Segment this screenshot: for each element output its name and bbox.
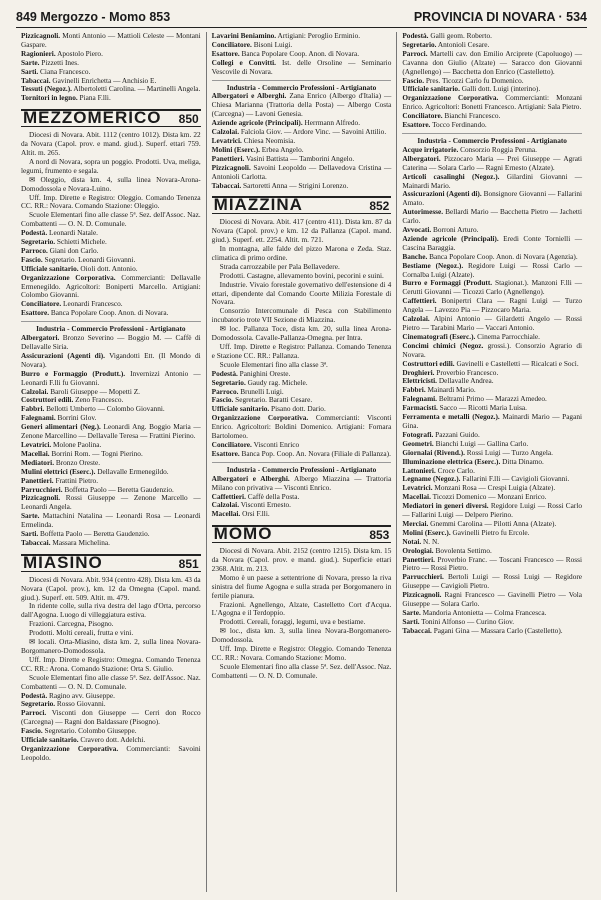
list-item: Calzolai. Baroli Giuseppe — Mopetti Z.: [21, 386, 140, 396]
list-item: Sarte. Pizzetti Ines.: [21, 57, 79, 67]
list-item: Aziende agricole (Principali). Eredi Conte Tornielli — Cascina Baraggia.: [402, 233, 583, 252]
list-item: Falegnami. Beltrami Primo — Marazzi Amedeo.: [402, 394, 547, 404]
list-item: Tabaccai. Gavinelli Enrichetta — Anchisio E.: [21, 75, 157, 85]
list-item: Parroci. Visconti don Giuseppe — Cerri don Rocco (Carcegna) — Ragni don Baldassare (Pisogno).: [21, 708, 201, 727]
page-header: [16, 8, 587, 28]
entry-category: Parroco.: [211, 386, 239, 396]
entry-category: Burro e Formaggio (Produtt.).: [21, 368, 126, 378]
entry-category: Lavarini Beniamino.: [211, 32, 277, 40]
entry-category: Pizzicagnoli.: [211, 162, 251, 172]
list-item: Assicurazioni (Agenti di). Vigandotti Ett. (Il Mondo di Novara).: [21, 350, 201, 369]
town-heading-miasino: [21, 554, 201, 572]
town-name: MIASINO: [23, 552, 103, 572]
postal-text: locali. Orta-Miasino, dista km. 2, sulla linea Novara-Borgomanero-Domodossola.: [21, 637, 201, 655]
list-item: Tornitori in legno. Piana F.lli.: [21, 93, 111, 103]
entry-category: Concimi chimici (Negoz.: [402, 340, 484, 350]
list-item: Autorimesse. Bellardi Mario — Bacchetta Pietro — Jachetti Carlo.: [402, 207, 583, 226]
entry-category: Sarte.: [21, 57, 40, 67]
list-item: Ragionieri. Apostolo Piero.: [21, 48, 103, 58]
town-entries: [212, 370, 392, 459]
list-item: Podestà. Panighini Oreste.: [211, 368, 291, 378]
entry-category: Mediatori.: [21, 457, 55, 467]
list-item: Parrucchieri. Bertoli Luigi — Rossi Luigi — Regidore Giuseppe — Cavigioli Pietro.: [402, 572, 583, 591]
town-name: MOMO: [213, 524, 273, 544]
entry-category: Legname (Negoz.).: [402, 474, 461, 484]
list-item: Aziende agricole (Principali). Herrmann Alfredo.: [211, 118, 361, 128]
list-item: Calzolai. Alpini Antonio — Gilardetti Angelo — Rossi Pietro — Tarabini Mario — Vaccari Antonio.: [402, 314, 583, 332]
list-item: Elettricisti. Dellavalle Andrea.: [402, 376, 494, 386]
list-item: Tabaccai. Sartoretti Anna — Strigini Lorenzo.: [211, 180, 349, 190]
entry-category: Albergatori.: [21, 333, 60, 343]
list-item: Podestà. Ragino avv. Giuseppe.: [21, 690, 115, 700]
entry-category: Merciai.: [402, 518, 429, 528]
postal-icon: ✉: [29, 174, 41, 184]
section-heading: Industria - Commercio Professioni - Artigianato: [226, 82, 377, 92]
entry-category: Bestiame (Negoz.).: [402, 260, 464, 270]
town-name: MEZZOMERICO: [23, 108, 162, 128]
list-item: Sarte. Mandoria Antonietta — Colma Francesca.: [402, 608, 547, 617]
entry-category: Macellai.: [402, 492, 431, 502]
entry-category: Fotografi.: [402, 429, 434, 439]
column-3: [396, 32, 587, 892]
entry-category: Levatrici.: [402, 483, 433, 493]
list-item: Pizzicagnoli. Monti Antonio — Mattioli Celeste — Montani Gaspare.: [21, 32, 201, 49]
list-item: Segretario. Gaudy rag. Michele.: [211, 377, 308, 387]
entry-category: Pizzicagnoli.: [21, 32, 61, 40]
town-heading-momo: [212, 525, 392, 543]
list-item: Albergatori. Bronzo Severino — Boggio M. — Caffè di Dellavalle Siria.: [21, 333, 201, 351]
list-item: Esattore. Banca Popolare Coop. Anon. di Novara.: [211, 48, 360, 58]
town-school: Scuole Elementari fino alle classe 5ª. Sez. dell'Assoc. Naz. Combattenti — O. N. D. Comunale.: [21, 672, 201, 691]
list-item: Panettieri. Vasini Battista — Tamborini Angelo.: [211, 153, 355, 163]
entry-category: Segretario.: [21, 237, 56, 247]
list-item: Fascio. Segretario. Colombo Giuseppe.: [21, 726, 137, 736]
entry-category: Macellai.: [211, 509, 241, 519]
list-item: Molini (Eserc.). Gavinelli Pietro fu Ercole.: [402, 527, 530, 537]
entry-category: Esattore.: [211, 448, 240, 458]
column-1: [16, 32, 206, 892]
entry-category: Panettieri.: [402, 554, 435, 564]
town-fractions: Frazioni. Agnellengo, Alzate, Castelletto Cort d'Acqua. L'Agogna e il Terdoppio.: [211, 599, 392, 618]
list-item: Macellai. Orsi F.lli.: [211, 509, 270, 519]
entry-category: Podestà.: [211, 368, 238, 378]
entry-category: Falegnami.: [402, 394, 438, 404]
entry-category: Assicurazioni (Agenti di).: [21, 350, 106, 360]
list-item: Ufficiale sanitario. Oioli dott. Antonio.: [21, 263, 138, 273]
entry-category: Podestà.: [402, 32, 429, 40]
list-item: Cinematografi (Eserc.). Cinema Parrocchiale.: [402, 331, 540, 341]
entry-category: Geometri.: [402, 438, 434, 448]
entry-category: Farmacisti.: [402, 403, 438, 413]
list-item: Calzolai. Visconti Ernesto.: [211, 500, 291, 510]
list-item: Lattonieri. Croce Carlo.: [402, 465, 475, 475]
town-name: MIAZZINA: [213, 195, 303, 215]
town-number: 852: [369, 199, 390, 214]
list-item: Falegnami. Borrini Glov.: [21, 413, 97, 423]
town-number: 853: [369, 528, 390, 543]
list-item: Calzolai. Falciola Giov. — Ardore Vinc. — Savoini Attilio.: [211, 127, 387, 137]
entry-category: Mulini elettrici (Eserc.).: [21, 466, 96, 476]
list-item: Concimi chimici (Negoz. grossi.). Consorzio Agrario di Novara.: [402, 340, 583, 359]
list-item: Merciai. Gnemmi Carolina — Pilotti Anna (Alzate).: [402, 518, 557, 528]
entry-category: Esattore.: [211, 48, 240, 58]
list-item: Levatrici. Monzani Rosa — Crespi Luigia (Alzate).: [402, 483, 556, 493]
town-number: 850: [178, 112, 199, 127]
list-item: Segretario. Schietti Michele.: [21, 237, 107, 247]
entry-category: Cinematografi (Eserc.).: [402, 331, 476, 341]
postal-icon: ✉: [219, 324, 230, 334]
entry-category: Autorimesse.: [402, 207, 444, 217]
column-2: [206, 32, 397, 892]
entry-category: Parrucchieri.: [21, 484, 63, 494]
town-entries: [21, 229, 201, 318]
town-offices: Uff. Imp. Dirette e Registro: Oleggio. Comando Tenenza CC. RR.: Novara. Comando Stazione: Momo.: [211, 644, 392, 662]
list-item: Fotografi. Pazzani Guido.: [402, 429, 480, 439]
list-item: Acque irrigatorie. Consorzio Roggia Peruna.: [402, 144, 537, 154]
list-item: Macellai. Borrini Rom. — Togni Pierino.: [21, 448, 143, 458]
list-item: Tabaccai. Pagani Gina — Massara Carlo (Castelletto).: [402, 625, 563, 635]
entry-category: Ufficiale sanitario.: [21, 735, 79, 745]
town-school: Scuole Elementari fino alla classe 3ª.: [219, 359, 328, 369]
entry-category: Collegi e Convitti.: [211, 57, 277, 67]
list-item: Pizzicagnoli. Savoini Leopoldo — Dellavedova Cristina — Antonioli Carlotta.: [211, 162, 392, 181]
town-postal: [212, 325, 392, 343]
entry-category: Esattore.: [402, 120, 431, 130]
list-item: Organizzazione Corporativa. Commercianti: Visconti Enrico. Agricoltori: Boldini Domenico. Artigiani: Fornara Bartolomeo.: [211, 413, 392, 441]
entry-category: Falegnami.: [21, 413, 56, 423]
town-offices: Uff. Imp. Dirette e Registro: Pallanza. Comando Tenenza e Stazione CC. RR.: Pallanza.: [211, 342, 392, 360]
list-item: Giornalai (Rivend.). Rossi Luigi — Turzo Angela.: [402, 447, 553, 457]
columns: [16, 32, 587, 892]
list-item: Podestà. Leonardi Natale.: [21, 228, 99, 238]
list-item: Parroco. Brunelli Luigi.: [211, 386, 284, 396]
entry-category: Costruttori edili.: [21, 395, 74, 405]
entry-category: Caffettieri.: [211, 491, 246, 501]
entry-category: Segretario.: [21, 699, 56, 709]
postal-icon: ✉: [219, 626, 230, 636]
entry-category: Parrucchieri.: [402, 572, 444, 582]
section-heading: Industria - Commercio Professioni - Artigianato: [36, 324, 186, 334]
list-item: Banche. Banca Popolare Coop. Anon. di Novara (Agenzia).: [402, 251, 578, 261]
entry-category: Calzolai.: [211, 127, 240, 137]
entry-category: Tessuti (Negoz.).: [21, 84, 73, 94]
list-item: Conciliatore. Bianchi Francesco.: [402, 111, 501, 121]
list-item: Articoli casalinghi (Negoz.). Gilardini Giovanni — Mainardi Mario.: [402, 171, 582, 190]
list-item: Levatrici. Molone Paolina.: [21, 439, 102, 449]
entry-category: Fascio.: [402, 75, 425, 85]
entry-category: Calzolai.: [21, 386, 49, 396]
entry-category: Aziende agricole (Principali).: [211, 118, 303, 128]
list-item: Podestà. Galli geom. Roberto.: [402, 32, 492, 40]
list-item: Pizzicagnoli. Ragni Francesco — Gavinelli Pietro — Vola Giuseppe — Solara Carlo.: [402, 590, 583, 609]
list-item: Costruttori edili. Zeno Francesco.: [21, 395, 124, 405]
entry-category: Ufficiale sanitario.: [21, 263, 79, 273]
entry-category: Droghieri.: [402, 367, 435, 377]
entry-category: Calzolai.: [402, 314, 430, 324]
entry-category: Parroci.: [402, 48, 428, 58]
town-heading-miazzina: [212, 196, 392, 214]
town-school: Scuole Elementari fino alla classe 5ª. Sez. dell'Assoc. Naz. Combattenti — O. N. D. Comunale.: [211, 661, 392, 680]
entry-category: Assicurazioni (Agenti di).: [402, 189, 482, 199]
entry-category: Levatrici.: [211, 135, 242, 145]
entry-category: Articoli casalinghi (Negoz.).: [402, 171, 500, 181]
entry-category: Conciliatore.: [211, 439, 252, 449]
town-products: Prodotti. Molti cereali, frutta e vini.: [29, 628, 134, 638]
list-item: Caffettieri. Caffè della Posta.: [211, 491, 300, 501]
town-postal: [21, 176, 201, 194]
divider: [21, 321, 201, 322]
entry-category: Parroci.: [21, 708, 47, 718]
entry-category: Sarti.: [21, 66, 39, 76]
postal-text: loc. Pallanza Toce, dista km. 20, sulla linea Arona-Domodossola. Cavalle-Pallanza-Omegna. per Intra.: [211, 324, 392, 343]
list-item: Molini (Eserc.). Erbea Angelo.: [211, 144, 304, 154]
town-school: Scuole Elementari fino alle classe 5ª. Sez. dell'Assoc. Naz. Combattenti — O. N. D. Comunale.: [21, 210, 201, 229]
list-item: Bestiame (Negoz.). Regidore Luigi — Rossi Carlo — Cornalba Luigi (Alzate).: [402, 260, 583, 279]
town-intro: Diocesi di Novara. Abit. 1112 (centro 1012). Dista km. 22 da Novara (Capol. prov. e mand. giud.). Superf. ettari 759. Altit. m. 265.: [21, 130, 201, 157]
list-item: Burro e Formaggio (Produtt.). Invernizzi Antonio — Leonardi F.lli fu Giovanni.: [21, 368, 201, 387]
entry-category: Burro e Formaggi (Produtt.: [402, 278, 493, 288]
entry-category: Calzolai.: [211, 500, 240, 510]
list-item: Fascio. Segretario. Baratti Cesare.: [211, 395, 313, 405]
entry-category: Levatrici.: [21, 439, 52, 449]
entry-category: Parroco.: [21, 245, 48, 255]
town-postal: [212, 627, 392, 645]
list-item: Organizzazione Corporativa. Commercianti: Savoini Leopoldo.: [21, 743, 201, 762]
town-products: Prodotti. Cereali, foraggi, legumi, uva e bestiame.: [219, 617, 366, 627]
entry-category: Ufficiale sanitario.: [211, 404, 270, 414]
list-item: Segretario. Antonioli Cesare.: [402, 39, 490, 49]
list-item: Costruttori edili. Gavinelli e Castelletti — Ricalcati e Socì.: [402, 358, 579, 368]
list-item: Geometri. Bianchi Luigi — Gallina Carlo.: [402, 438, 529, 448]
entry-category: Sarti.: [402, 616, 420, 626]
list-item: Tessuti (Negoz.). Albertoletti Carolina. — Martinelli Angela.: [21, 84, 201, 94]
entry-category: Tabaccai.: [21, 75, 51, 85]
entry-category: Fascio.: [21, 726, 43, 736]
postal-text: loc., dista km. 3, sulla linea Novara-Borgomanero-Domodossola.: [211, 626, 392, 645]
entry-category: Generi alimentari (Neg.).: [21, 422, 101, 432]
list-item: Illuminazione elettrica (Eserc.). Ditta Dinamo.: [402, 456, 544, 466]
entry-category: Ufficiale sanitario.: [402, 84, 460, 94]
list-item: Sarti. Boffetta Paolo — Beretta Gaudenzio.: [21, 529, 150, 539]
entry-category: Albergatori.: [402, 153, 441, 163]
entry-category: Segretario.: [211, 377, 246, 387]
entry-category: Notai.: [402, 536, 422, 546]
entry-category: Avvocati.: [402, 225, 432, 235]
entry-category: Segretario.: [402, 39, 437, 49]
entry-category: Panettieri.: [211, 153, 245, 163]
list-item: Parroci. Martelli cav. don Emilio Arciprete (Capoluogo) — Cavanna don Giulio (Alzate) — Saracco don Giovanni (Agnellengo) — Bacchetta don Enrico (Castelletto).: [402, 48, 583, 76]
list-item: Organizzazione Corporativa. Commercianti: Monzani Enrico. Agricoltori: Bonetti Francesco. Artigiani: Sala Pietro.: [402, 93, 583, 112]
entry-category: Pizzicagnoli.: [402, 590, 442, 600]
town-number: 851: [178, 556, 199, 571]
town-intro: Diocesi di Novara. Abit. 934 (centro 428). Dista km. 43 da Novara (Capol. prov.), km. 12 da Omegna (Capol. mand. giud.). Superf. ett. 509. Altit. m. 479.: [21, 574, 201, 602]
town-intro: Diocesi di Novara. Abit. 417 (centro 411). Dista km. 87 da Novara (Capol. prov.) e km. 12 da Pallanza (Capol. mand. giud.). Superf. ett. 2254. Altit. m. 721.: [211, 217, 392, 245]
section-heading: Industria - Commercio Professioni - Artigianato: [226, 464, 377, 474]
entry-category: Sarte.: [21, 511, 40, 521]
town-fractions: Frazioni. Carcegna, Pisogno.: [29, 619, 114, 629]
entry-category: Acque irrigatorie.: [402, 144, 459, 154]
list-item: Ufficiale sanitario. Pisano dott. Dario.: [211, 404, 326, 414]
list-item: Sarti. Tonini Alfonso — Curino Giov.: [402, 616, 515, 626]
entry-category: Fascio.: [211, 395, 234, 405]
list-item: Fascio. Pres. Ticozzi Carlo fu Domenico.: [402, 75, 524, 85]
list-item: Sarte. Mattachini Natalina — Leonardi Rosa — Leonardi Ermelinda.: [21, 511, 201, 530]
list-item: Parroco. Giani don Carlo.: [21, 245, 99, 255]
list-item: Legname (Negoz.). Fallarini F.lli — Cavigioli Giovanni.: [402, 474, 570, 484]
header-right: PROVINCIA DI NOVARA · 534: [413, 10, 587, 24]
entry-category: Panettieri.: [21, 475, 54, 485]
trade-list: [402, 146, 582, 636]
list-item: Fascio. Segretario. Leonardi Giovanni.: [21, 254, 136, 264]
trade-list: [212, 475, 392, 520]
list-item: Ufficiale sanitario. Cravero dott. Adelchi.: [21, 735, 146, 745]
list-item: Macellai. Ticozzi Domenico — Monzani Enrico.: [402, 492, 547, 502]
list-item: Segretario. Rosso Giovanni.: [21, 699, 106, 709]
town-offices: Uff. Imp. Dirette e Registro: Omegna. Comando Tenenza CC. RR.: Arona. Comando Stazione: Orta S. Giulio.: [21, 654, 201, 673]
list-item: Mediatori in generi diversi. Regidore Luigi — Rossi Carlo — Fallarini Luigi — Delpero Pierino.: [402, 501, 583, 520]
list-item: Parrucchieri. Boffetta Paolo — Beretta Gaudenzio.: [21, 484, 174, 494]
town-industries: Industrie. Vivaio forestale governativo dell'estensione di 4 ettari, dipendente dal Comando Coorte Milizia Forestale di Novara.: [211, 279, 392, 307]
list-item: Fabbri. Mainardi Mario.: [402, 385, 476, 395]
entry-category: Tabaccai.: [211, 180, 242, 190]
col3-top-list: [402, 32, 582, 130]
entry-category: Lattonieri.: [402, 465, 436, 475]
list-item: Collegi e Convitti. Ist. delle Orsoline — Seminario Vescovile di Novara.: [211, 57, 392, 76]
entry-category: Ferramenta e metalli (Negoz.).: [402, 412, 500, 422]
entry-category: Conciliatore.: [21, 299, 62, 309]
list-item: Droghieri. Proverbio Francesco.: [402, 367, 499, 377]
entry-category: Organizzazione Corporativa.: [21, 272, 116, 282]
list-item: Conciliatore. Visconti Enrico: [211, 439, 300, 449]
entry-category: Albergatori e Alberghi.: [211, 473, 290, 483]
header-left: 849 Mergozzo - Momo 853: [16, 10, 171, 24]
entry-category: Organizzazione Corporativa.: [402, 93, 499, 103]
list-item: Esattore. Tocco Ferdinando.: [402, 120, 487, 130]
list-item: Panettieri. Proverbio Franc. — Toscani Francesco — Rossi Pietro — Rossi Pietro.: [402, 554, 583, 573]
town-road: Strada carrozzabile per Pala Bellavedere.: [219, 261, 340, 271]
entry-category: Costruttori edili.: [402, 358, 455, 368]
list-item: Mulini elettrici (Eserc.). Dellavalle Ermenegildo.: [21, 466, 169, 476]
entry-category: Conciliatore.: [211, 39, 252, 49]
entry-category: Fabbri.: [402, 385, 426, 395]
list-item: Generi alimentari (Neg.). Leonardi Ang. Boggio Maria — Zenone Marcellino — Dellavalle Teresa — Frattini Pierino.: [21, 422, 201, 441]
entry-category: Banche.: [402, 251, 428, 261]
town-postal: [21, 638, 201, 656]
list-item: Lavarini Beniamino. Artigiani: Peroglio Erminio.: [211, 32, 361, 40]
list-item: Pizzicagnoli. Rossi Giuseppe — Zenone Marcello — Leonardi Angela.: [21, 493, 201, 512]
list-item: Conciliatore. Leonardi Francesco.: [21, 299, 123, 309]
entry-category: Fascio.: [21, 254, 43, 264]
entry-category: Conciliatore.: [402, 111, 443, 121]
list-item: Ferramenta e metalli (Negoz.). Mainardi Mario — Pagani Gina.: [402, 412, 582, 430]
entry-category: Organizzazione Corporativa.: [211, 413, 309, 423]
postal-text: Oleggio, dista km. 4, sulla linea Novara-Arona-Domodossola e Novara-Luino.: [21, 174, 201, 193]
entry-category: Albergatori e Alberghi.: [211, 91, 287, 101]
list-item: Esattore. Banca Pop. Coop. An. Novara (Filiale di Pallanza).: [211, 448, 391, 458]
entry-category: Ragionieri.: [21, 48, 56, 58]
town-description: In ridente colle, sulla riva destra del lago d'Orta, percorso dall'Agogna. Luogo di villeggiatura estiva.: [21, 601, 201, 620]
entry-category: Macellai.: [21, 448, 50, 458]
entry-category: Tornitori in legno.: [21, 93, 78, 103]
trade-list: [21, 334, 201, 548]
list-item: Albergatori. Pizzocaro Maria — Prei Giuseppe — Agrati Caterina — Solara Carlo — Ragni Ernesto (Alzate).: [402, 153, 583, 172]
town-description: Momo è un paese a settentrione di Novara, presso la riva sinistra del fiume Agogna e sulla strada per Borgomanero in fertile pianura.: [211, 572, 392, 600]
trade-list: [212, 92, 392, 190]
entry-category: Sarti.: [21, 529, 39, 539]
list-item: Esattore. Banca Popolare Coop. Anon. di Novara.: [21, 308, 169, 318]
list-item: Tabaccai. Massara Michelina.: [21, 537, 110, 547]
entry-category: Mediatori in generi diversi.: [402, 501, 489, 511]
divider: [402, 133, 582, 134]
list-item: Mediatori. Bronzo Oreste.: [21, 457, 101, 467]
list-item: Farmacisti. Sacco — Ricotti Maria Luisa.: [402, 403, 527, 413]
entry-category: Tabaccai.: [402, 625, 432, 635]
entry-category: Elettricisti.: [402, 376, 437, 386]
list-item: Albergatori e Alberghi. Albergo Miazzina — Trattoria Milano con privativa — Visconti Enrico.: [211, 473, 392, 492]
entry-category: Organizzazione Corporativa.: [21, 743, 119, 753]
list-item: Albergatori e Alberghi. Zana Enrico (Albergo d'Italia) — Chiesa Marianna (Trattoria della Posta) — Albergo Costa (Carcegna) — Lavoni Genesia.: [211, 91, 392, 119]
town-intro: Diocesi di Novara. Abit. 2152 (centro 1215). Dista km. 15 da Novara (Capol. prov. e mand. giud.). Superficie ettari 2368. Altit. m. 213.: [211, 546, 392, 573]
postal-icon: ✉: [29, 637, 39, 647]
entry-category: Podestà.: [21, 228, 48, 238]
town-heading-mezzomerico: [21, 109, 201, 127]
list-item: Fabbri. Bellotti Umberto — Colombo Giovanni.: [21, 404, 165, 414]
list-item: Panettieri. Frattini Pietro.: [21, 475, 99, 485]
divider: [212, 462, 392, 463]
entry-category: Pizzicagnoli.: [21, 493, 61, 503]
entry-category: Illuminazione elettrica (Eserc.).: [402, 456, 501, 466]
entry-category: Aziende agricole (Principali).: [402, 233, 499, 243]
divider: [212, 80, 392, 81]
list-item: Avvocati. Borroni Arturo.: [402, 225, 479, 235]
entry-category: Podestà.: [21, 690, 48, 700]
town-products: Prodotti. Castagne, allevamento bovini, pecorini e suini.: [219, 270, 384, 280]
entry-category: Orologiai.: [402, 545, 434, 555]
town-entries: [21, 692, 201, 763]
list-item: Notai. N. N.: [402, 536, 440, 546]
town-description: A nord di Novara, sopra un poggio. Prodotti. Uva, meliga, legumi, frumento e segala.: [21, 156, 201, 175]
town-consortium: Consorzio Intercomunale di Pesca con Stabilimento incubatorio trote VII Sezione di Miazzina.: [211, 306, 392, 325]
entry-category: Fabbri.: [21, 404, 45, 414]
entry-category: Tabaccai.: [21, 537, 51, 547]
entry-category: Esattore.: [21, 308, 50, 318]
list-item: Organizzazione Corporativa. Commercianti: Dellavalle Ermenegildo. Agricoltori: Boniperti Marcello. Artigiani: Colombo Giovanni.: [21, 272, 201, 300]
list-item: Burro e Formaggi (Produtt. Stagionat.). Manzoni F.lli — Cerutti Giovanni — Ticozzi Carlo (Agnellengo).: [402, 278, 583, 297]
list-item: Sarti. Ciana Francesco.: [21, 66, 91, 76]
town-description: In montagna, alle falde del pizzo Marona e Zeda. Staz. climatica di primo ordine.: [211, 244, 392, 262]
section-heading: Industria - Commercio Professioni - Artigianato: [417, 135, 567, 145]
entry-category: Caffettieri.: [402, 296, 437, 306]
list-item: Ufficiale sanitario. Galli dott. Luigi (interino).: [402, 84, 541, 94]
list-item: Caffettieri. Bonipertri Clara — Ragni Luigi — Turzo Angela — Lavezzo Pia — Pizzocaro Maria.: [402, 296, 583, 315]
entry-category: Molini (Eserc.).: [211, 144, 260, 154]
col2-top-list: [212, 32, 392, 77]
list-item: Levatrici. Chiesa Neomisia.: [211, 135, 296, 145]
col1-top-list: [21, 32, 201, 103]
list-item: Orologiai. Bovolenta Settimo.: [402, 545, 492, 555]
list-item: Assicurazioni (Agenti di). Bonsignore Giovanni — Fallarini Amato.: [402, 189, 583, 208]
town-offices: Uff. Imp. Dirette e Registro: Oleggio. Comando Tenenza CC. RR.: Novara. Comando Stazione: Oleggio.: [21, 192, 201, 211]
entry-category: Giornalai (Rivend.).: [402, 447, 465, 457]
entry-category: Sarte.: [402, 608, 421, 617]
entry-category: Molini (Eserc.).: [402, 527, 451, 537]
list-item: Conciliatore. Bisoni Luigi.: [211, 39, 293, 49]
